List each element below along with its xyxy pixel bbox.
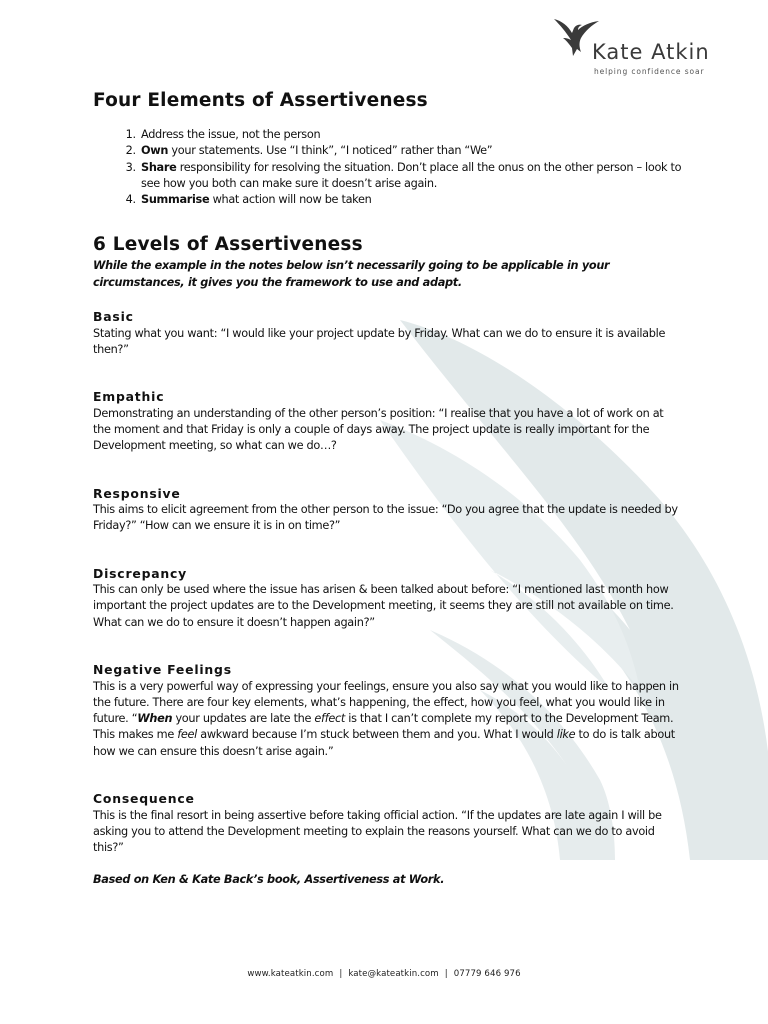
level-basic xyxy=(93,309,683,358)
level-consequence xyxy=(93,791,683,856)
level-heading: Basic xyxy=(93,309,134,325)
emphasis-run: like xyxy=(556,728,576,742)
item-text: responsibility for resolving the situation. Don’t place all the onus on the other person – look to see how you both can make sure it doesn’t arise again. xyxy=(141,160,682,190)
levels-title: 6 Levels of Assertiveness xyxy=(93,234,363,256)
level-text xyxy=(93,679,683,760)
level-empathic xyxy=(93,389,683,454)
item-text: what action will now be taken xyxy=(209,193,372,207)
emphasis-run: When xyxy=(137,712,173,726)
levels-intro: While the example in the notes below isn’t necessarily going to be applicable in your circumstances, it gives you the framework to use and adapt. xyxy=(93,259,610,289)
emphasis-run: feel xyxy=(177,728,197,742)
item-text: Address the issue, not the person xyxy=(141,128,321,141)
level-text: Stating what you want: “I would like your project update by Friday. What can we do to ensure it is available then?” xyxy=(93,326,666,356)
text-run: is that I can’t complete my report to the Development Team. This makes me xyxy=(93,712,674,742)
level-heading: Negative Feelings xyxy=(93,662,232,678)
text-run: awkward because I’m stuck between them and you. What I would xyxy=(197,728,557,742)
item-keyword: Summarise xyxy=(141,193,210,207)
footer-phone: 07779 646 976 xyxy=(453,969,521,979)
document-body xyxy=(93,88,683,900)
elements-list xyxy=(93,127,683,208)
level-negative-feelings xyxy=(93,662,683,760)
list-item xyxy=(139,192,683,208)
level-text: This is the final resort in being assertive before taking official action. “If the updates are late again I will be asking you to attend the Development meeting to explain the reasons yourself. What can we do to avoid this?” xyxy=(93,808,662,855)
level-text: Demonstrating an understanding of the other person’s position: “I realise that you have a lot of work on at the moment and that Friday is only a couple of days away. The project update is really important for the Development meeting, so what can we do…? xyxy=(93,406,664,453)
elements-title: Four Elements of Assertiveness xyxy=(93,90,428,111)
text-run: to do is talk about how we can ensure this doesn’t arise again.” xyxy=(93,728,675,758)
level-discrepancy xyxy=(93,566,683,631)
level-text: This can only be used where the issue has arisen & been talked about before: “I mentioned last month how important the project updates are to the Development meeting, it seems they are still not available on time. What can we do to ensure it doesn’t happen again?” xyxy=(93,583,674,629)
level-heading: Empathic xyxy=(93,389,165,405)
source-citation: Based on Ken & Kate Back’s book, Assertiveness at Work. xyxy=(93,873,445,887)
level-heading: Responsive xyxy=(93,485,181,501)
level-heading: Discrepancy xyxy=(93,565,188,581)
level-heading: Consequence xyxy=(93,791,195,807)
item-keyword: Own xyxy=(141,144,169,158)
page-footer xyxy=(0,969,768,979)
list-item xyxy=(139,143,683,159)
list-item xyxy=(139,127,683,143)
brand-header xyxy=(548,12,768,76)
brand-tagline: helping confidence soar xyxy=(594,67,705,76)
list-item xyxy=(139,160,683,193)
level-responsive xyxy=(93,486,683,535)
item-text: your statements. Use “I think”, “I noticed” rather than “We” xyxy=(168,144,493,158)
footer-email-link[interactable]: kate@kateatkin.com xyxy=(348,969,439,979)
text-run: your updates are late the xyxy=(172,712,315,726)
brand-name: Kate Atkin xyxy=(592,40,710,64)
text-run: This is a very powerful way of expressing your feelings, ensure you also say what you would like to happen in the future. There are four key elements, what’s happening, the effect, how you feel, what you would like in future. “ xyxy=(93,679,679,726)
item-keyword: Share xyxy=(141,160,177,174)
footer-separator: | xyxy=(339,969,343,979)
footer-website-link[interactable]: www.kateatkin.com xyxy=(247,969,334,979)
emphasis-run: effect xyxy=(314,712,345,726)
level-text: This aims to elicit agreement from the other person to the issue: “Do you agree that the update is needed by Friday?” “How can we ensure it is in on time?” xyxy=(93,503,678,533)
footer-separator: | xyxy=(444,969,448,979)
